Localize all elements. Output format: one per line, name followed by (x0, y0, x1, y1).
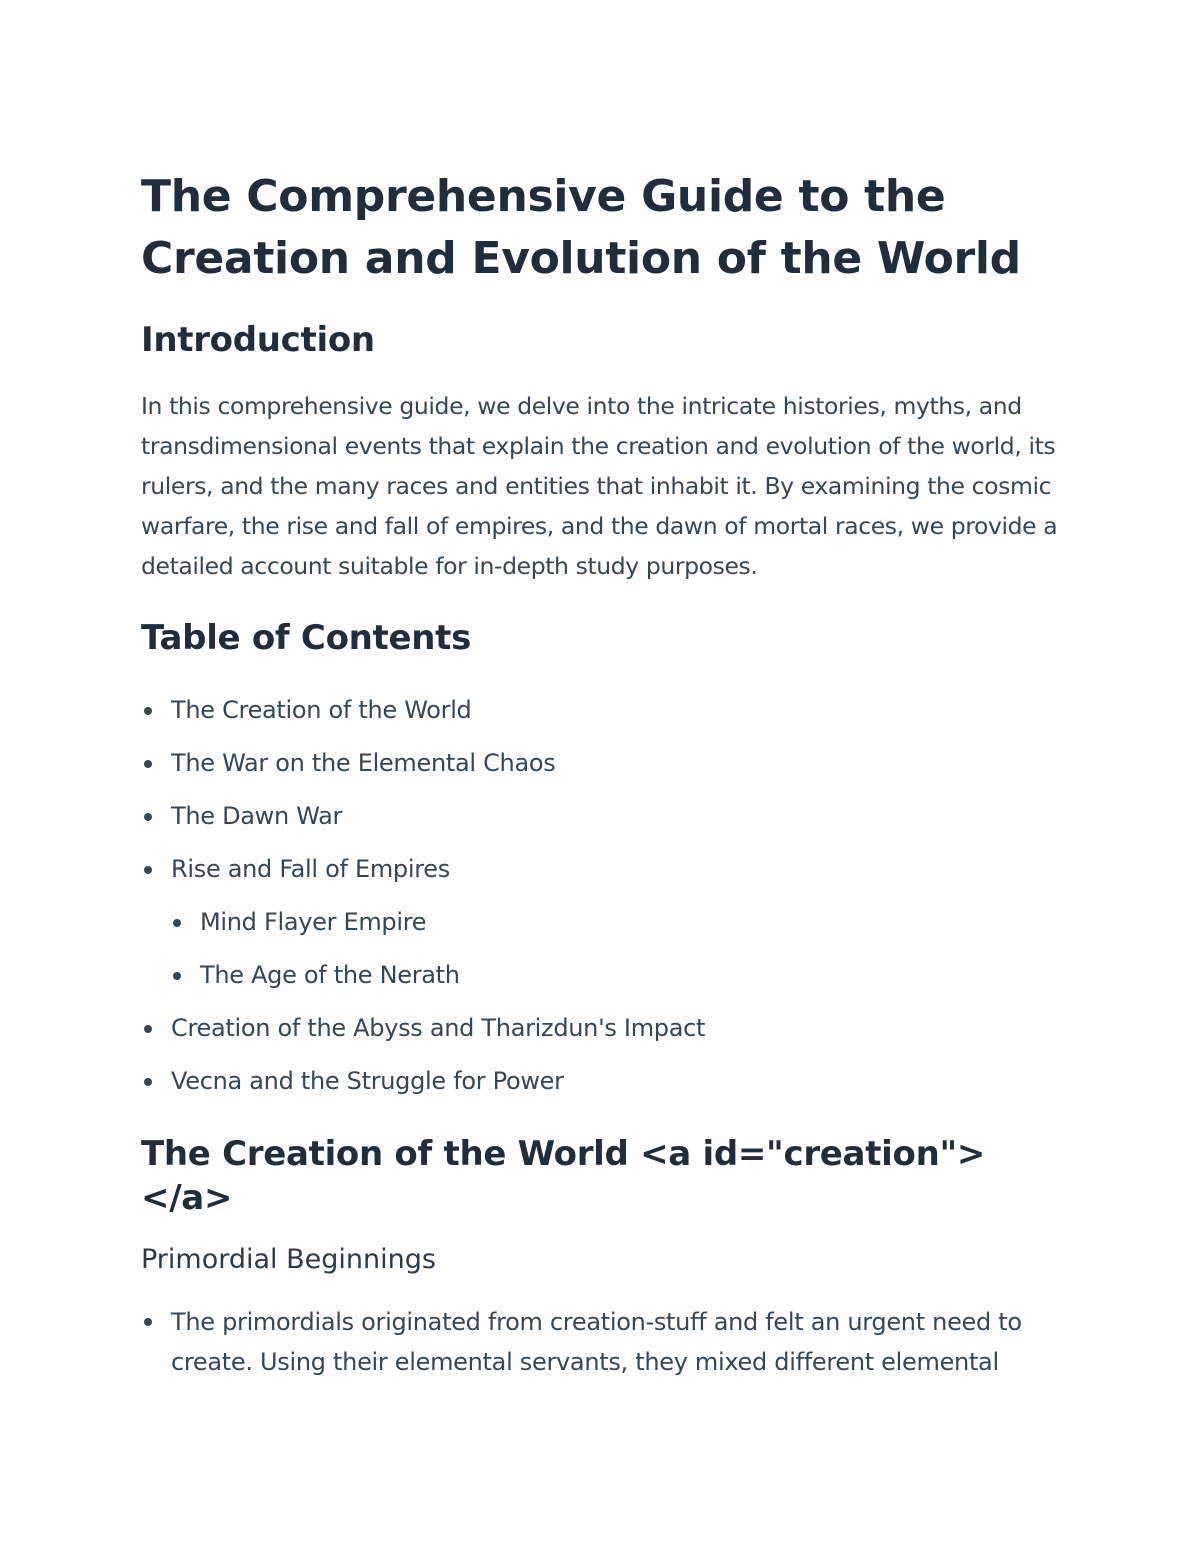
primordial-beginnings-subheading: Primordial Beginnings (141, 1244, 436, 1275)
toc-subitem (141, 896, 1061, 949)
bullet-icon (144, 760, 152, 768)
document-page (141, 166, 1061, 1382)
toc-item-label: Mind Flayer Empire (200, 908, 427, 936)
toc-item-label: The War on the Elemental Chaos (171, 749, 556, 777)
toc-item (141, 1055, 1061, 1108)
toc-item-label: Creation of the Abyss and Tharizdun's Impact (171, 1014, 706, 1042)
toc-item (141, 790, 1061, 843)
bullet-icon (144, 866, 152, 874)
toc-item-label: The Creation of the World (171, 696, 472, 724)
toc-item-label: The Dawn War (171, 802, 343, 830)
creation-section-heading: The Creation of the World <a id="creation"></a> (141, 1134, 986, 1218)
bullet-icon (144, 1025, 152, 1033)
toc-item-label: Rise and Fall of Empires (171, 855, 450, 883)
bullet-icon (144, 1078, 152, 1086)
table-of-contents-heading: Table of Contents (141, 618, 472, 658)
bullet-icon (144, 707, 152, 715)
list-item (141, 1302, 1061, 1382)
toc-item-label: The Age of the Nerath (200, 961, 460, 989)
introduction-heading: Introduction (141, 320, 375, 360)
bullet-icon (173, 972, 181, 980)
creation-bullet-list (141, 1302, 1061, 1382)
document-title: The Comprehensive Guide to the Creation and Evolution of the World (141, 171, 1021, 284)
toc-item (141, 684, 1061, 737)
bullet-icon (173, 919, 181, 927)
toc-item (141, 843, 1061, 896)
toc-item (141, 737, 1061, 790)
list-item-text: The primordials originated from creation-stuff and felt an urgent need to create. Using their elemental servants, they mixed different elemental (171, 1308, 1022, 1376)
table-of-contents-list (141, 684, 1061, 1108)
toc-subitem (141, 949, 1061, 1002)
introduction-paragraph: In this comprehensive guide, we delve into the intricate histories, myths, and transdimensional events that explain the creation and evolution of the world, its rulers, and the many races and entities that inhabit it. By examining the cosmic warfare, the rise and fall of empires, and the dawn of mortal races, we provide a detailed account suitable for in-depth study purposes. (141, 392, 1058, 580)
bullet-icon (144, 813, 152, 821)
bullet-icon (144, 1318, 152, 1326)
toc-item (141, 1002, 1061, 1055)
toc-item-label: Vecna and the Struggle for Power (171, 1067, 564, 1095)
